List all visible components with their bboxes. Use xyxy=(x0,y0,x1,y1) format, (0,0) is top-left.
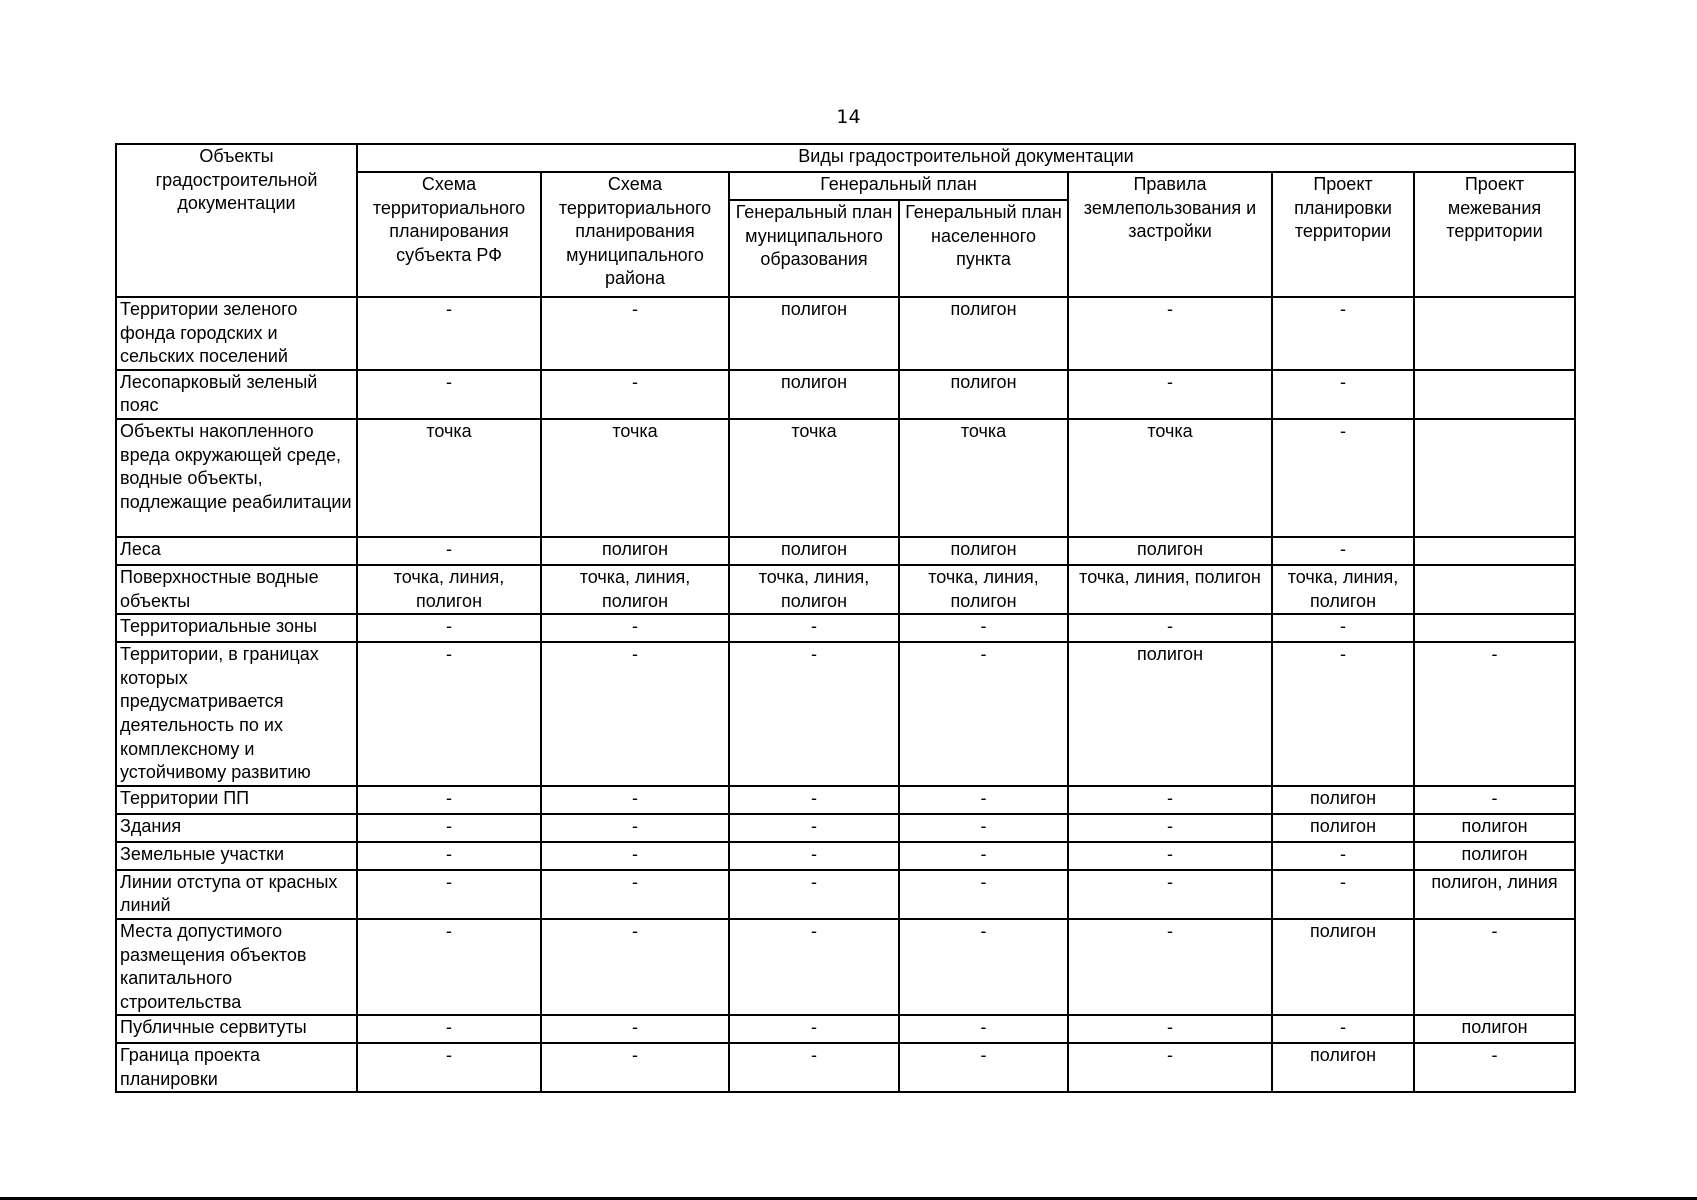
table-cell: точка xyxy=(729,419,899,537)
table-cell: - xyxy=(357,1015,541,1043)
table-cell xyxy=(1414,370,1575,419)
table-cell: - xyxy=(899,614,1068,642)
row-name: Территории зеленого фонда городских и сельских поселений xyxy=(116,297,357,370)
table-cell: - xyxy=(1068,1015,1272,1043)
table-cell: точка, линия, полигон xyxy=(729,565,899,614)
table-cell: - xyxy=(729,1043,899,1092)
table-cell: - xyxy=(357,870,541,919)
table-row xyxy=(116,614,1575,642)
header-general-plan: Генеральный план xyxy=(729,172,1068,200)
table-cell: - xyxy=(1068,870,1272,919)
table-cell: - xyxy=(1272,614,1414,642)
table-row xyxy=(116,565,1575,614)
table-cell xyxy=(1414,565,1575,614)
table-cell: - xyxy=(1068,1043,1272,1092)
table-cell: - xyxy=(541,870,729,919)
table-cell: - xyxy=(729,870,899,919)
urban-planning-table xyxy=(115,143,1576,1093)
table-cell: - xyxy=(541,1043,729,1092)
row-name: Лесопарковый зеленый пояс xyxy=(116,370,357,419)
table-cell: - xyxy=(729,1015,899,1043)
table-cell: - xyxy=(357,297,541,370)
table-cell: - xyxy=(1068,614,1272,642)
table-cell: полигон xyxy=(1272,786,1414,814)
table-cell: полигон xyxy=(1272,814,1414,842)
table-cell: - xyxy=(899,1043,1068,1092)
table-cell: полигон xyxy=(729,537,899,565)
table-cell: полигон xyxy=(1414,814,1575,842)
row-name: Здания xyxy=(116,814,357,842)
table-row xyxy=(116,814,1575,842)
table-cell: точка, линия, полигон xyxy=(357,565,541,614)
row-name: Граница проекта планировки xyxy=(116,1043,357,1092)
header-gp-municipal: Генеральный план муниципального образования xyxy=(729,200,899,297)
table-cell: - xyxy=(899,786,1068,814)
row-name: Объекты накопленного вреда окружающей среде, водные объекты, подлежащие реабилитации xyxy=(116,419,357,537)
table-cell: - xyxy=(899,642,1068,786)
table-cell: - xyxy=(729,919,899,1015)
table-row xyxy=(116,370,1575,419)
table-cell: полигон xyxy=(1272,919,1414,1015)
table-row xyxy=(116,786,1575,814)
table-row xyxy=(116,537,1575,565)
table-cell: - xyxy=(899,842,1068,870)
table-cell: - xyxy=(1068,814,1272,842)
table-cell: - xyxy=(1414,642,1575,786)
table-cell: - xyxy=(541,786,729,814)
table-cell: - xyxy=(1272,870,1414,919)
table-cell: - xyxy=(1414,919,1575,1015)
table-cell: - xyxy=(357,786,541,814)
header-scheme-subject: Схема территориального планирования субъекта РФ xyxy=(357,172,541,297)
row-name: Линии отступа от красных линий xyxy=(116,870,357,919)
table-cell: - xyxy=(1272,642,1414,786)
table-cell: - xyxy=(1068,786,1272,814)
table-cell: полигон xyxy=(729,297,899,370)
table-cell: - xyxy=(1414,786,1575,814)
table-cell: - xyxy=(541,614,729,642)
table-cell: - xyxy=(541,642,729,786)
table-cell: - xyxy=(899,919,1068,1015)
table-cell: - xyxy=(357,537,541,565)
row-name: Земельные участки xyxy=(116,842,357,870)
table-cell: полигон xyxy=(1272,1043,1414,1092)
table-cell: - xyxy=(1272,419,1414,537)
table-cell: полигон xyxy=(1068,642,1272,786)
table-cell: - xyxy=(729,842,899,870)
table-cell: - xyxy=(357,842,541,870)
table-cell: - xyxy=(541,919,729,1015)
table-cell: - xyxy=(729,814,899,842)
row-name: Территории ПП xyxy=(116,786,357,814)
table-cell: - xyxy=(899,1015,1068,1043)
row-name: Места допустимого размещения объектов капитального строительства xyxy=(116,919,357,1015)
table-cell: полигон xyxy=(899,370,1068,419)
table-cell: - xyxy=(1272,1015,1414,1043)
table-cell xyxy=(1414,537,1575,565)
table-cell: - xyxy=(729,786,899,814)
table-cell: - xyxy=(357,370,541,419)
table-row xyxy=(116,870,1575,919)
table-cell: - xyxy=(1272,370,1414,419)
table-cell: - xyxy=(1068,919,1272,1015)
table-cell xyxy=(1414,419,1575,537)
table-cell: - xyxy=(357,919,541,1015)
table-cell: - xyxy=(357,642,541,786)
row-name: Публичные сервитуты xyxy=(116,1015,357,1043)
table-cell: - xyxy=(541,370,729,419)
header-objects: Объекты градостроительной документации xyxy=(116,144,357,297)
row-name: Поверхностные водные объекты xyxy=(116,565,357,614)
table-cell xyxy=(1414,297,1575,370)
header-survey-project: Проект межевания территории xyxy=(1414,172,1575,297)
table-cell: - xyxy=(1068,297,1272,370)
table-cell: полигон xyxy=(1068,537,1272,565)
table-row xyxy=(116,919,1575,1015)
table-cell: - xyxy=(1414,1043,1575,1092)
page-number: 14 xyxy=(836,106,861,128)
table-cell: - xyxy=(541,1015,729,1043)
table-cell: точка, линия, полигон xyxy=(899,565,1068,614)
table-cell: точка xyxy=(541,419,729,537)
table-cell: полигон xyxy=(729,370,899,419)
table-row xyxy=(116,842,1575,870)
table-cell: полигон xyxy=(1414,1015,1575,1043)
table-cell: точка xyxy=(357,419,541,537)
table-row xyxy=(116,642,1575,786)
row-name: Территории, в границах которых предусматривается деятельность по их комплексному и устойчивому развитию xyxy=(116,642,357,786)
table-cell xyxy=(1414,614,1575,642)
table-cell: точка, линия, полигон xyxy=(541,565,729,614)
table-cell: - xyxy=(899,870,1068,919)
table-cell: - xyxy=(541,814,729,842)
table-row xyxy=(116,297,1575,370)
table-cell: - xyxy=(1068,370,1272,419)
table-cell: - xyxy=(899,814,1068,842)
table-cell: - xyxy=(1272,537,1414,565)
header-scheme-district: Схема территориального планирования муниципального района xyxy=(541,172,729,297)
table-cell: - xyxy=(541,297,729,370)
table-cell: полигон xyxy=(1414,842,1575,870)
table-cell: точка xyxy=(899,419,1068,537)
header-rules: Правила землепользования и застройки xyxy=(1068,172,1272,297)
header-doc-types: Виды градостроительной документации xyxy=(357,144,1575,172)
table-cell: полигон, линия xyxy=(1414,870,1575,919)
table-cell: - xyxy=(729,642,899,786)
table-cell: полигон xyxy=(899,537,1068,565)
row-name: Леса xyxy=(116,537,357,565)
table-row xyxy=(116,1043,1575,1092)
table-cell: - xyxy=(729,614,899,642)
header-gp-settlement: Генеральный план населенного пункта xyxy=(899,200,1068,297)
table-cell: - xyxy=(1272,842,1414,870)
table-cell: - xyxy=(357,1043,541,1092)
table-row xyxy=(116,419,1575,537)
header-planning-project: Проект планировки территории xyxy=(1272,172,1414,297)
table-cell: - xyxy=(1272,297,1414,370)
table-cell: - xyxy=(1068,842,1272,870)
table-row xyxy=(116,1015,1575,1043)
table-cell: - xyxy=(357,814,541,842)
row-name: Территориальные зоны xyxy=(116,614,357,642)
table-cell: точка, линия, полигон xyxy=(1068,565,1272,614)
table-cell: полигон xyxy=(541,537,729,565)
table-cell: - xyxy=(541,842,729,870)
table-cell: полигон xyxy=(899,297,1068,370)
table-cell: точка, линия, полигон xyxy=(1272,565,1414,614)
table-cell: точка xyxy=(1068,419,1272,537)
table-cell: - xyxy=(357,614,541,642)
